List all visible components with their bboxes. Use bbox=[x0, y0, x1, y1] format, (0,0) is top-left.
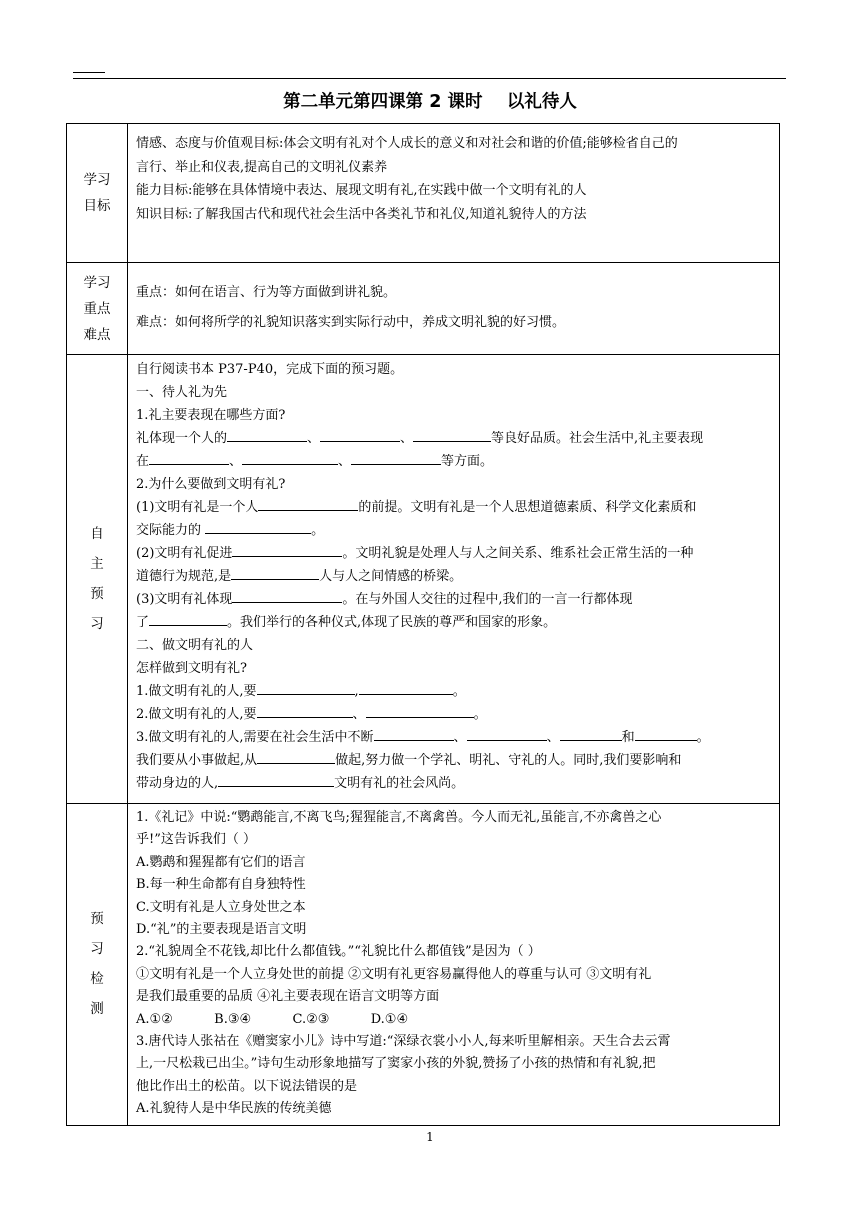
self-study-row bbox=[67, 355, 780, 804]
text-span: 带动身边的人, bbox=[136, 776, 219, 791]
question-line: 2.为什么要做到文明有礼? bbox=[136, 477, 286, 492]
fill-blank[interactable] bbox=[227, 427, 307, 442]
text-span: 。在与外国人交往的过程中,我们的一言一行都体现 bbox=[342, 592, 633, 607]
question-line: 1.《礼记》中说:“鹦鹉能言,不离飞鸟;猩猩能言,不离禽兽。今人而无礼,虽能言,不亦禽兽之心 bbox=[136, 810, 662, 825]
text-span: 3.做文明有礼的人,需要在社会生活中不断 bbox=[136, 730, 374, 745]
preview-check-label-line: 预 bbox=[90, 911, 104, 928]
text-span: 、 bbox=[400, 431, 414, 446]
fill-blank[interactable] bbox=[467, 726, 547, 741]
key-points-content bbox=[128, 263, 780, 355]
text-span: 做起,努力做一个学礼、明礼、守礼的人。同时,我们要影响和 bbox=[335, 753, 682, 768]
text-span: 1.做文明有礼的人,要 bbox=[136, 684, 257, 699]
page-number: 1 bbox=[426, 1130, 434, 1144]
fill-line bbox=[136, 726, 773, 749]
text-span: 。我们举行的各种仪式,体现了民族的尊严和国家的形象。 bbox=[227, 615, 557, 630]
option-line: A.礼貌待人是中华民族的传统美德 bbox=[136, 1101, 332, 1117]
header-rule-short bbox=[73, 72, 105, 73]
text-span: (2)文明有礼促进 bbox=[136, 546, 233, 561]
self-study-label-line: 自 bbox=[90, 526, 104, 542]
header-rule bbox=[73, 78, 786, 79]
fill-blank[interactable] bbox=[205, 519, 311, 534]
section-heading: 一、待人礼为先 bbox=[136, 385, 228, 400]
fill-blank[interactable] bbox=[560, 726, 622, 741]
text-span: 等方面。 bbox=[441, 454, 494, 469]
text-span: (3)文明有礼体现 bbox=[136, 592, 233, 607]
text-span: 、 bbox=[352, 707, 366, 722]
preview-check-row bbox=[67, 804, 780, 1126]
goals-line: 言行、举止和仪表,提高自己的文明礼仪素养 bbox=[136, 159, 388, 175]
goals-label-line: 目标 bbox=[83, 198, 111, 214]
preview-check-label-line: 测 bbox=[90, 1001, 104, 1018]
fill-blank[interactable] bbox=[359, 680, 453, 695]
section-heading: 二、做文明有礼的人 bbox=[136, 638, 254, 653]
preview-check-label bbox=[67, 804, 128, 1126]
text-span: 的前提。文明有礼是一个人思想道德素质、科学文化素质和 bbox=[358, 500, 697, 515]
fill-blank[interactable] bbox=[413, 427, 491, 442]
text-span: 在 bbox=[136, 454, 150, 469]
preview-check-label-line: 习 bbox=[90, 941, 104, 958]
question-line: 乎!”这告诉我们（ ） bbox=[136, 832, 257, 848]
fill-blank[interactable] bbox=[257, 680, 355, 695]
key-point-line: 难点：如何将所学的礼貌知识落实到实际行动中，养成文明礼貌的好习惯。 bbox=[136, 315, 566, 330]
option-line: D.“礼”的主要表现是语言文明 bbox=[136, 922, 307, 938]
text-span: 我们要从小事做起,从 bbox=[136, 753, 258, 768]
fill-blank[interactable] bbox=[149, 611, 227, 626]
key-points-label-line: 难点 bbox=[83, 326, 111, 343]
text-span: 。 bbox=[311, 523, 325, 538]
fill-line bbox=[136, 565, 773, 588]
text-span: 礼体现一个人的 bbox=[136, 431, 228, 446]
goals-line: 情感、态度与价值观目标:体会文明有礼对个人成长的意义和对社会和谐的价值;能够检省自己的 bbox=[136, 136, 678, 151]
lesson-table bbox=[66, 123, 780, 1126]
fill-blank[interactable] bbox=[242, 450, 338, 465]
question-line: 是我们最重要的品质 ④礼主要表现在语言文明等方面 bbox=[136, 989, 440, 1005]
text-span: 人与人之间情感的桥梁。 bbox=[319, 569, 463, 584]
key-points-row bbox=[67, 263, 780, 355]
fill-blank[interactable] bbox=[218, 772, 334, 787]
text-span: , bbox=[354, 684, 359, 699]
question-line: 1.礼主要表现在哪些方面? bbox=[136, 408, 286, 423]
fill-blank[interactable] bbox=[257, 749, 335, 764]
fill-blank[interactable] bbox=[232, 542, 342, 557]
page-title: 第二单元第四课第 2 课时 以礼待人 bbox=[283, 92, 577, 112]
text-span: 。 bbox=[696, 730, 710, 745]
question-line: 他比作出土的松苗。以下说法错误的是 bbox=[136, 1078, 358, 1094]
fill-blank[interactable] bbox=[149, 450, 229, 465]
fill-line bbox=[136, 772, 773, 795]
key-points-label-line: 学习 bbox=[83, 274, 111, 291]
goals-line: 知识目标:了解我国古代和现代社会生活中各类礼节和礼仪,知道礼貌待人的方法 bbox=[136, 206, 587, 222]
goals-row bbox=[67, 124, 780, 263]
preview-check-content bbox=[128, 804, 780, 1126]
self-study-label-line: 主 bbox=[90, 556, 104, 572]
goals-line: 能力目标:能够在具体情境中表达、展现文明有礼,在实践中做一个文明有礼的人 bbox=[136, 183, 587, 198]
question-line: ①文明有礼是一个人立身处世的前提 ②文明有礼更容易赢得他人的尊重与认可 ③文明有礼 bbox=[136, 966, 652, 982]
fill-line bbox=[136, 496, 773, 519]
fill-line bbox=[136, 588, 773, 611]
fill-line bbox=[136, 542, 773, 565]
text-span: 。 bbox=[452, 684, 466, 699]
self-study-label bbox=[67, 355, 128, 804]
fill-blank[interactable] bbox=[232, 588, 342, 603]
question-line: 怎样做到文明有礼? bbox=[136, 661, 247, 676]
goals-content bbox=[128, 124, 780, 263]
text-span: 、 bbox=[229, 454, 243, 469]
text-span: 和 bbox=[621, 730, 635, 745]
text-span: 、 bbox=[307, 431, 321, 446]
fill-blank[interactable] bbox=[635, 726, 697, 741]
text-span: 等良好品质。社会生活中,礼主要表现 bbox=[491, 431, 704, 446]
fill-blank[interactable] bbox=[257, 703, 353, 718]
fill-line bbox=[136, 450, 773, 473]
fill-line bbox=[136, 680, 773, 703]
self-study-label-line: 习 bbox=[90, 616, 104, 632]
self-study-label-line: 预 bbox=[90, 586, 104, 602]
text-span: 。文明礼貌是处理人与人之间关系、维系社会正常生活的一种 bbox=[342, 546, 694, 561]
instruction-line: 自行阅读书本 P37-P40，完成下面的预习题。 bbox=[136, 362, 404, 377]
fill-blank[interactable] bbox=[231, 565, 319, 580]
text-span: 文明有礼的社会风尚。 bbox=[334, 776, 465, 791]
fill-blank[interactable] bbox=[366, 703, 474, 718]
question-line: 3.唐代诗人张祜在《赠窦家小儿》诗中写道:“深绿衣裳小小人,每来听里解相亲。天生合去云霄 bbox=[136, 1034, 671, 1050]
fill-blank[interactable] bbox=[351, 450, 441, 465]
fill-blank[interactable] bbox=[320, 427, 400, 442]
fill-line bbox=[136, 519, 773, 542]
text-span: (1)文明有礼是一个人 bbox=[136, 500, 259, 515]
text-span: 交际能力的 bbox=[136, 523, 206, 538]
text-span: 了 bbox=[136, 615, 150, 630]
text-span: 道德行为规范,是 bbox=[136, 569, 232, 584]
option-line: A.鹦鹉和猩猩都有它们的语言 bbox=[136, 854, 306, 870]
goals-label-line: 学习 bbox=[83, 172, 111, 188]
fill-line bbox=[136, 703, 773, 726]
text-span: 2.做文明有礼的人,要 bbox=[136, 707, 257, 722]
key-points-label-line: 重点 bbox=[83, 300, 111, 317]
question-line: 2.“礼貌周全不花钱,却比什么都值钱。”“礼貌比什么都值钱”是因为（ ） bbox=[136, 944, 541, 960]
option-line: C.文明有礼是人立身处世之本 bbox=[136, 899, 306, 915]
fill-line bbox=[136, 749, 773, 772]
fill-line bbox=[136, 611, 773, 634]
text-span: 、 bbox=[546, 730, 560, 745]
fill-blank[interactable] bbox=[258, 496, 358, 511]
option-line: B.每一种生命都有自身独特性 bbox=[136, 877, 306, 893]
text-span: 、 bbox=[338, 454, 352, 469]
self-study-content bbox=[128, 355, 780, 804]
key-point-line: 重点：如何在语言、行为等方面做到讲礼貌。 bbox=[136, 285, 397, 300]
text-span: 、 bbox=[453, 730, 467, 745]
goals-label bbox=[67, 124, 128, 263]
option-line: A.①② B.③④ C.②③ D.①④ bbox=[136, 1011, 409, 1027]
fill-blank[interactable] bbox=[374, 726, 454, 741]
question-line: 上,一尺松栽已出尘。”诗句生动形象地描写了窦家小孩的外貌,赞扬了小孩的热情和有礼貌,把 bbox=[136, 1056, 656, 1072]
preview-check-label-line: 检 bbox=[90, 971, 104, 988]
fill-line bbox=[136, 427, 773, 450]
key-points-label bbox=[67, 263, 128, 355]
text-span: 。 bbox=[473, 707, 487, 722]
